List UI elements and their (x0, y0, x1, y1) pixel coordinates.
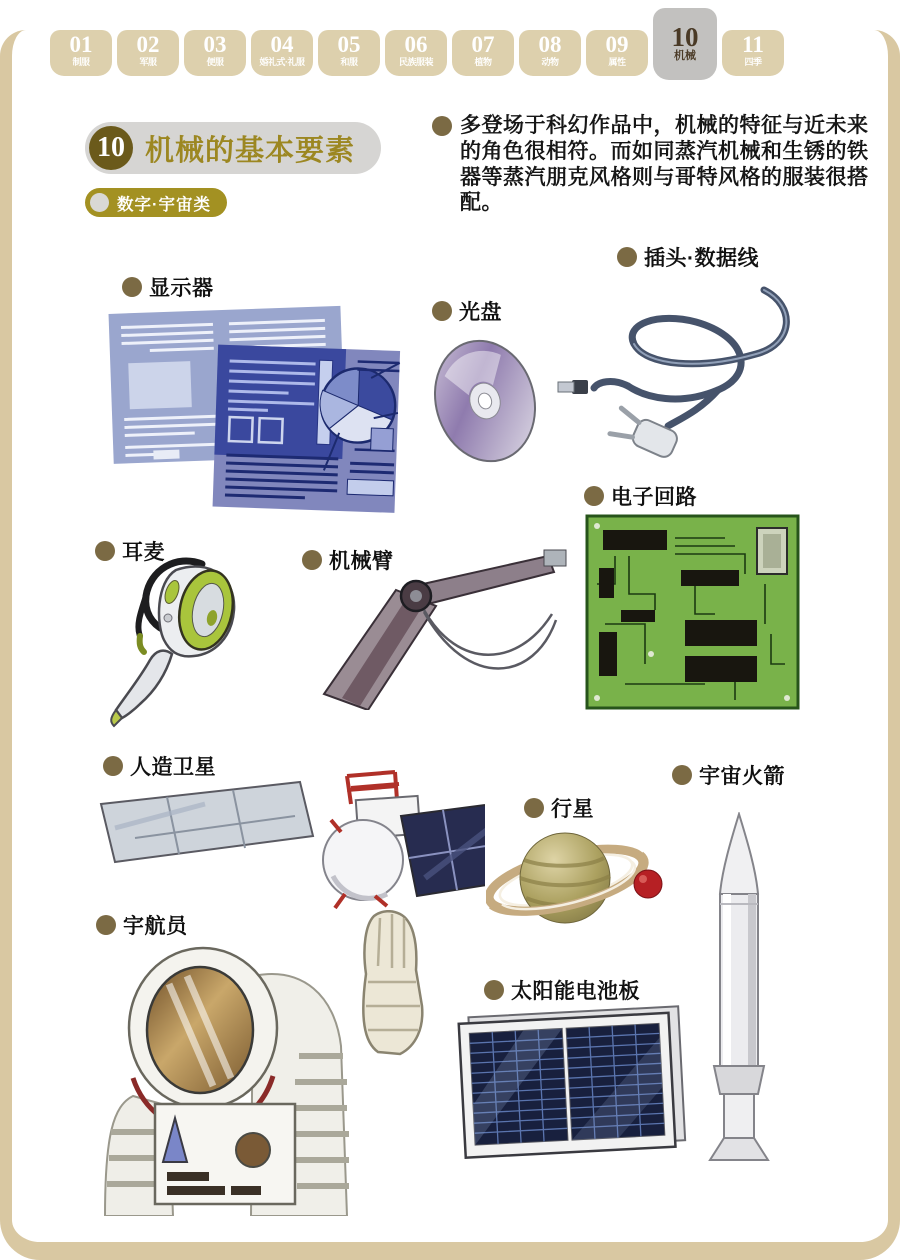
bullet-icon (584, 486, 604, 506)
tab-number: 05 (337, 32, 361, 57)
page-title: 机械的基本要素 (145, 134, 356, 167)
rocket-illustration (698, 812, 780, 1164)
plug-cable-illustration (550, 278, 808, 478)
tab-label: 属性 (608, 57, 626, 67)
bullet-icon (432, 301, 452, 321)
tab-label: 和服 (340, 57, 358, 67)
tab-05-kimono[interactable] (318, 30, 380, 76)
tab-06-ethnic[interactable] (385, 30, 447, 76)
bullet-icon (484, 980, 504, 1000)
tab-label: 民族服装 (398, 57, 433, 67)
category-badge (85, 188, 227, 217)
tab-label: 制服 (72, 57, 90, 67)
category-bullet-icon (90, 193, 109, 212)
item-label-cd: 光盘 (432, 296, 502, 326)
intro-block (432, 113, 884, 216)
tab-09-attributes[interactable] (586, 30, 648, 76)
astronaut-glove-illustration (344, 910, 436, 1062)
tab-label: 军服 (139, 57, 157, 67)
cd-illustration (433, 336, 538, 466)
chapter-tab-bar (50, 22, 784, 80)
tab-07-plants[interactable] (452, 30, 514, 76)
tab-label: 婚礼式·礼服 (259, 57, 305, 67)
tab-label: 四季 (744, 57, 762, 67)
tab-number: 07 (471, 32, 495, 57)
satellite-illustration (95, 768, 485, 910)
category-label: 数字·宇宙类 (117, 195, 211, 214)
circuit-board-illustration (585, 514, 800, 710)
tab-02-military[interactable] (117, 30, 179, 76)
tab-number: 11 (742, 32, 764, 57)
tab-03-casual[interactable] (184, 30, 246, 76)
item-label-plug-cable: 插头·数据线 (617, 242, 759, 272)
tab-number: 06 (404, 32, 428, 57)
astronaut-illustration (103, 936, 351, 1216)
tab-number: 10 (671, 22, 699, 52)
item-label-headset: 耳麦 (95, 536, 165, 566)
tab-number: 01 (69, 32, 93, 57)
bullet-icon (617, 247, 637, 267)
headset-illustration (106, 552, 268, 734)
tab-label: 便服 (206, 57, 224, 67)
bullet-icon (96, 915, 116, 935)
item-label-planet: 行星 (524, 793, 594, 823)
planet-illustration (486, 816, 672, 948)
tab-label: 机械 (674, 50, 696, 62)
tab-label: 动物 (541, 57, 559, 67)
bullet-icon (672, 765, 692, 785)
tab-number: 03 (203, 32, 227, 57)
item-label-circuit: 电子回路 (584, 481, 697, 511)
chapter-number-badge: 10 (89, 126, 133, 170)
tab-01-uniform[interactable] (50, 30, 112, 76)
tab-11-seasons[interactable] (722, 30, 784, 76)
tab-number: 09 (605, 32, 629, 57)
tab-10-machinery[interactable] (653, 8, 717, 80)
tab-number: 02 (136, 32, 160, 57)
item-label-monitor: 显示器 (122, 272, 214, 302)
item-label-solar-panel: 太阳能电池板 (484, 975, 640, 1005)
bullet-icon (524, 798, 544, 818)
tab-08-animals[interactable] (519, 30, 581, 76)
bullet-icon (122, 277, 142, 297)
robot-arm-illustration (296, 548, 568, 710)
item-label-rocket: 宇宙火箭 (672, 760, 785, 790)
intro-bullet-icon (432, 116, 452, 136)
tab-number: 08 (538, 32, 562, 57)
solar-panel-illustration (456, 1002, 688, 1164)
monitor-illustration (103, 298, 403, 516)
tab-04-formal[interactable] (251, 30, 313, 76)
item-label-robot-arm: 机械臂 (302, 545, 394, 575)
tab-label: 植物 (474, 57, 492, 67)
item-label-astronaut: 宇航员 (96, 910, 188, 940)
item-label-satellite: 人造卫星 (103, 751, 216, 781)
chapter-title (85, 122, 381, 174)
intro-text: 多登场于科幻作品中，机械的特征与近未来的角色很相符。而如同蒸汽机械和生锈的铁器等蒸汽朋克风格则与哥特风格的服装很搭配。 (460, 114, 869, 215)
tab-number: 04 (270, 32, 294, 57)
